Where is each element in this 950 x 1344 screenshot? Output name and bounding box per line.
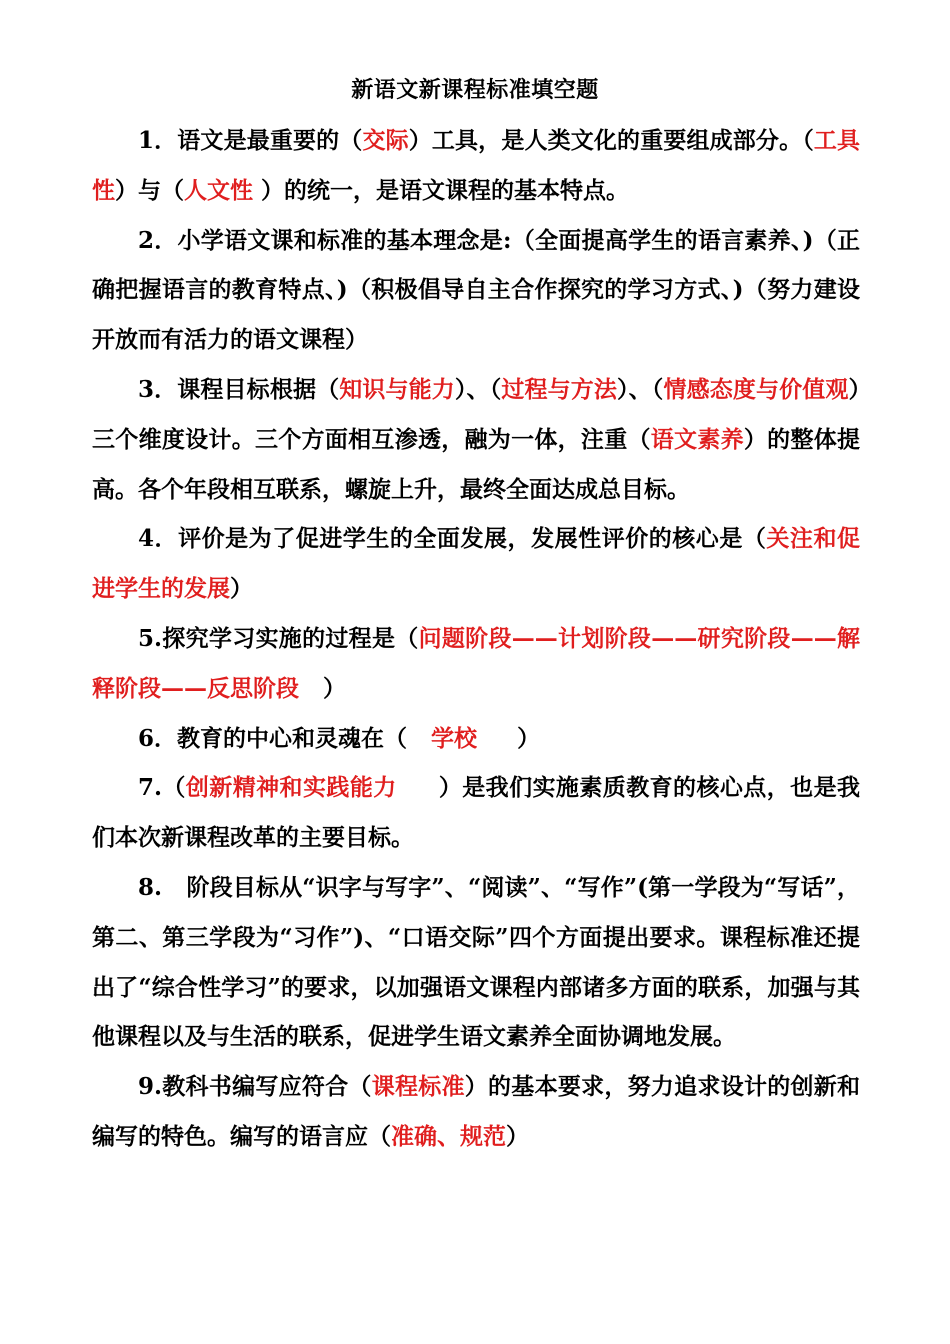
question-text: ）的基本要求，努力追求设计的创新和编写的特色。编写的语言应（ — [92, 1073, 861, 1150]
question-text: 4．评价是为了促进学生的全面发展，发展性评价的核心是（ — [138, 525, 767, 553]
question-text: ）三个维度设计。三个方面相互渗透，融为一体，注重（ — [92, 375, 861, 453]
question-text: 2．小学语文课和标准的基本理念是:（全面提高学生的语言素养、)（正确把握语言的教育特点、)（积极倡导自主合作探究的学习方式、)（努力建设开放而有活力的语文课程） — [92, 226, 860, 354]
answer-text: 问题阶段——计划阶段——研究阶段——解释阶段——反思阶段 — [92, 624, 860, 702]
answer-text: 情感态度与价值观 — [663, 375, 849, 403]
question-paragraph — [92, 1062, 860, 1162]
question-text: 8. 阶段目标从“识字与写字”、“阅读”、“写作”(第一学段为“写话”，第二、第三学段为“习作”)、“口语交际”四个方面提出要求。课程标准还提出了“综合性学习”的要求，以加强语文课程内部诸多方面的联系，加强与其他课程以及与生活的联系，促进学生语文素养全面协调地发展。 — [92, 873, 860, 1051]
question-text: 6．教育的中心和灵魂在（ — [138, 724, 432, 752]
question-text: ）的统一，是语文课程的基本特点。 — [253, 176, 630, 204]
answer-text: 人文性 — [184, 176, 253, 204]
question-text: ）、（ — [617, 375, 664, 403]
question-paragraph — [92, 863, 860, 1062]
answer-text: 交际 — [362, 127, 409, 154]
question-text: ）与（ — [115, 176, 184, 204]
document-title: 新语文新课程标准填空题 — [351, 77, 599, 103]
question-paragraph — [92, 714, 860, 764]
answer-text: 工具性 — [92, 127, 861, 204]
question-text: 5.探究学习实施的过程是（ — [138, 624, 419, 652]
question-paragraph — [92, 216, 860, 365]
question-text: ） — [299, 674, 347, 702]
document-body — [92, 116, 860, 1162]
answer-text: 知识与能力 — [339, 375, 455, 403]
answer-text: 关注和促进学生的发展 — [92, 525, 860, 603]
question-paragraph — [92, 614, 860, 714]
question-text: ）、（ — [454, 375, 502, 403]
answer-text: 课程标准 — [371, 1073, 465, 1101]
question-paragraph — [92, 365, 860, 514]
question-text: ） — [506, 1122, 529, 1150]
answer-text: 创新精神和实践能力 — [185, 774, 397, 802]
question-text: 7.（ — [138, 774, 186, 802]
answer-text: 语文素养 — [650, 425, 744, 453]
question-text: ） — [477, 724, 541, 752]
question-text: ） — [230, 575, 253, 603]
question-paragraph — [92, 116, 860, 216]
question-text: ）是我们实施素质教育的核心点，也是我们本次新课程改革的主要目标。 — [92, 774, 861, 852]
question-text: ）工具，是人类文化的重要组成部分。（ — [408, 127, 814, 154]
answer-text: 过程与方法 — [501, 375, 618, 403]
question-text: 1．语文是最重要的（ — [138, 127, 363, 154]
question-paragraph — [92, 514, 860, 614]
question-text: 3．课程目标根据（ — [138, 375, 340, 403]
answer-text: 学校 — [431, 724, 478, 752]
question-paragraph — [92, 763, 860, 863]
question-text: ）的整体提高。各个年段相互联系，螺旋上升，最终全面达成总目标。 — [92, 425, 860, 503]
answer-text: 准确、规范 — [391, 1122, 506, 1150]
question-text: 9.教科书编写应符合（ — [138, 1073, 372, 1101]
